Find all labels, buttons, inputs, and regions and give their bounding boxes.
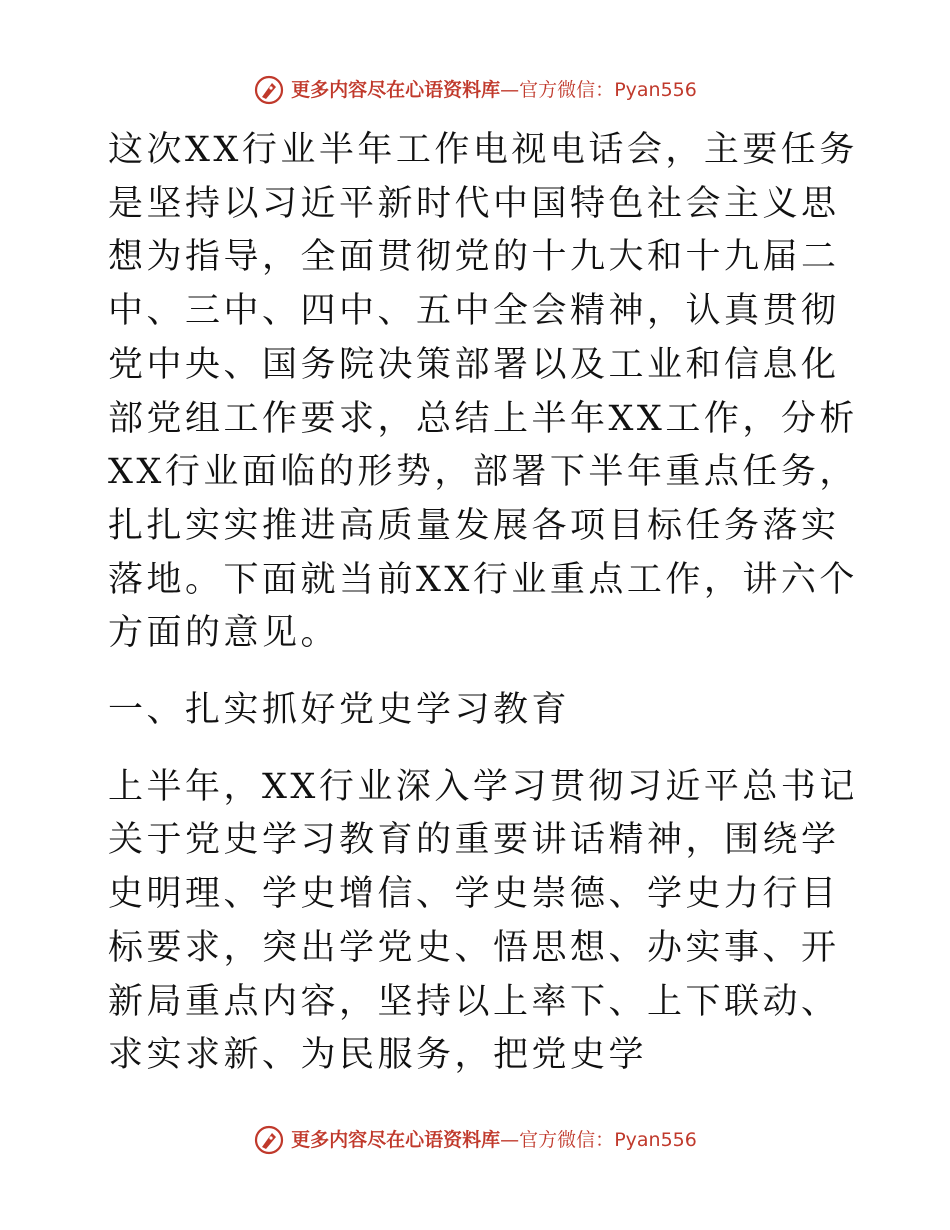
section-heading: 一、扎实抓好党史学习教育 [108, 690, 571, 731]
watermark-wechat-id: Pyan556 [614, 1128, 697, 1151]
section-paragraph: 上半年，XX行业深入学习贯彻习近平总书记关于党史学习教育的重要讲话精神，围绕学史明理、学史增信、学史崇德、学史力行目标要求，突出学党史、悟思想、办实事、开新局重点内容，坚持以上率下、上下联动、求实求新、为民服务，把党史学 [108, 766, 858, 1076]
watermark-dash: — [500, 78, 520, 101]
watermark-dash: — [500, 1128, 520, 1151]
intro-paragraph: 这次XX行业半年工作电视电话会，主要任务是坚持以习近平新时代中国特色社会主义思想为指导，全面贯彻党的十九大和十九届二中、三中、四中、五中全会精神，认真贯彻党中央、国务院决策部署以及工业和信息化部党组工作要求，总结上半年XX工作，分析XX行业面临的形势，部署下半年重点任务，扎扎实实推进高质量发展各项目标任务落实落地。下面就当前XX行业重点工作，讲六个方面的意见。 [108, 130, 858, 654]
pen-nib-logo-icon [253, 74, 285, 106]
watermark-label: 官方微信： [519, 1128, 615, 1151]
pen-nib-logo-icon [253, 1124, 285, 1156]
footer-watermark [0, 1122, 950, 1158]
watermark-site-name: 更多内容尽在心语资料库 [291, 1128, 501, 1151]
watermark-label: 官方微信： [519, 78, 615, 101]
watermark-wechat-id: Pyan556 [614, 78, 697, 101]
document-body [98, 124, 858, 1083]
header-watermark [0, 72, 950, 108]
watermark-site-name: 更多内容尽在心语资料库 [291, 78, 501, 101]
